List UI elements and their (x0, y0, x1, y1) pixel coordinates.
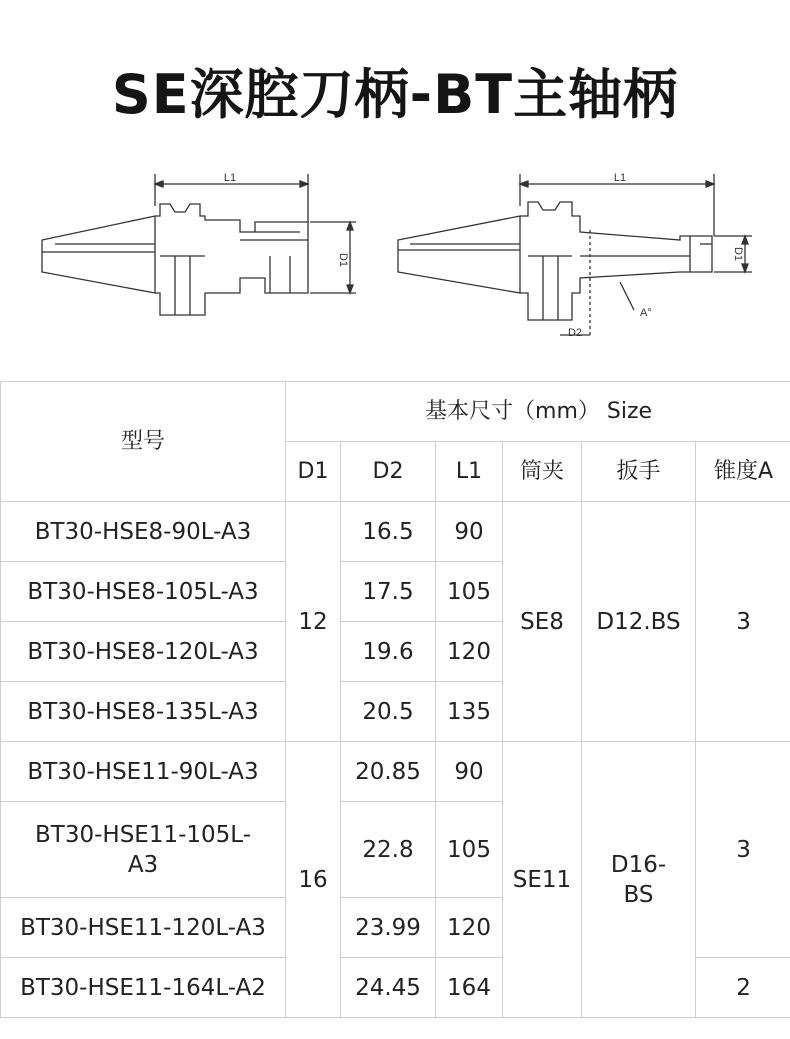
model-cell: BT30-HSE8-120L-A3 (1, 622, 286, 682)
right-l1-label: L1 (613, 172, 627, 184)
model-cell: BT30-HSE11-120L-A3 (1, 898, 286, 958)
model-cell (1, 802, 286, 898)
spec-table (0, 381, 790, 1018)
d2-cell: 20.85 (341, 742, 436, 802)
left-l1-label: L1 (223, 172, 237, 184)
d1-cell: 12 (286, 502, 341, 742)
right-holder-drawing (398, 174, 752, 335)
l1-cell: 90 (436, 742, 503, 802)
d2-cell: 22.8 (341, 802, 436, 898)
d1-cell: 16 (286, 742, 341, 1018)
model-cell: BT30-HSE8-90L-A3 (1, 502, 286, 562)
model-value: BT30-HSE11-105L-A3 (35, 821, 251, 878)
l1-cell: 135 (436, 682, 503, 742)
right-d1-label: D1 (732, 246, 744, 262)
l1-cell: 164 (436, 958, 503, 1018)
col-wrench: 扳手 (582, 442, 696, 502)
l1-cell: 90 (436, 502, 503, 562)
page-title: SE深腔刀柄-BT主轴柄 (111, 63, 679, 126)
tool-holder-diagram (0, 160, 790, 360)
col-d1: D1 (286, 442, 341, 502)
col-d2: D2 (341, 442, 436, 502)
collet-cell: SE11 (503, 742, 582, 1018)
col-l1: L1 (436, 442, 503, 502)
l1-cell: 105 (436, 802, 503, 898)
taper-cell: 2 (696, 958, 790, 1018)
d2-cell: 19.6 (341, 622, 436, 682)
l1-cell: 120 (436, 898, 503, 958)
col-collet: 筒夹 (503, 442, 582, 502)
left-d1-label: D1 (337, 252, 349, 268)
model-cell: BT30-HSE11-90L-A3 (1, 742, 286, 802)
model-cell: BT30-HSE8-105L-A3 (1, 562, 286, 622)
d2-cell: 17.5 (341, 562, 436, 622)
d2-cell: 23.99 (341, 898, 436, 958)
model-cell: BT30-HSE11-164L-A2 (1, 958, 286, 1018)
l1-cell: 105 (436, 562, 503, 622)
table-row (1, 502, 790, 562)
wrench-cell (582, 742, 696, 1018)
table-row (1, 742, 790, 802)
right-angle-label: A° (640, 307, 652, 319)
left-holder-drawing (42, 174, 356, 315)
size-header: 基本尺寸（mm） Size (286, 382, 790, 442)
d2-cell: 24.45 (341, 958, 436, 1018)
right-d2-label: D2 (567, 327, 583, 339)
wrench-value: D16-BS (610, 851, 667, 908)
wrench-cell: D12.BS (582, 502, 696, 742)
d2-cell: 20.5 (341, 682, 436, 742)
taper-cell: 3 (696, 742, 790, 958)
model-header: 型号 (1, 382, 286, 502)
col-taper: 锥度A (696, 442, 790, 502)
l1-cell: 120 (436, 622, 503, 682)
d2-cell: 16.5 (341, 502, 436, 562)
model-cell: BT30-HSE8-135L-A3 (1, 682, 286, 742)
taper-cell: 3 (696, 502, 790, 742)
collet-cell: SE8 (503, 502, 582, 742)
